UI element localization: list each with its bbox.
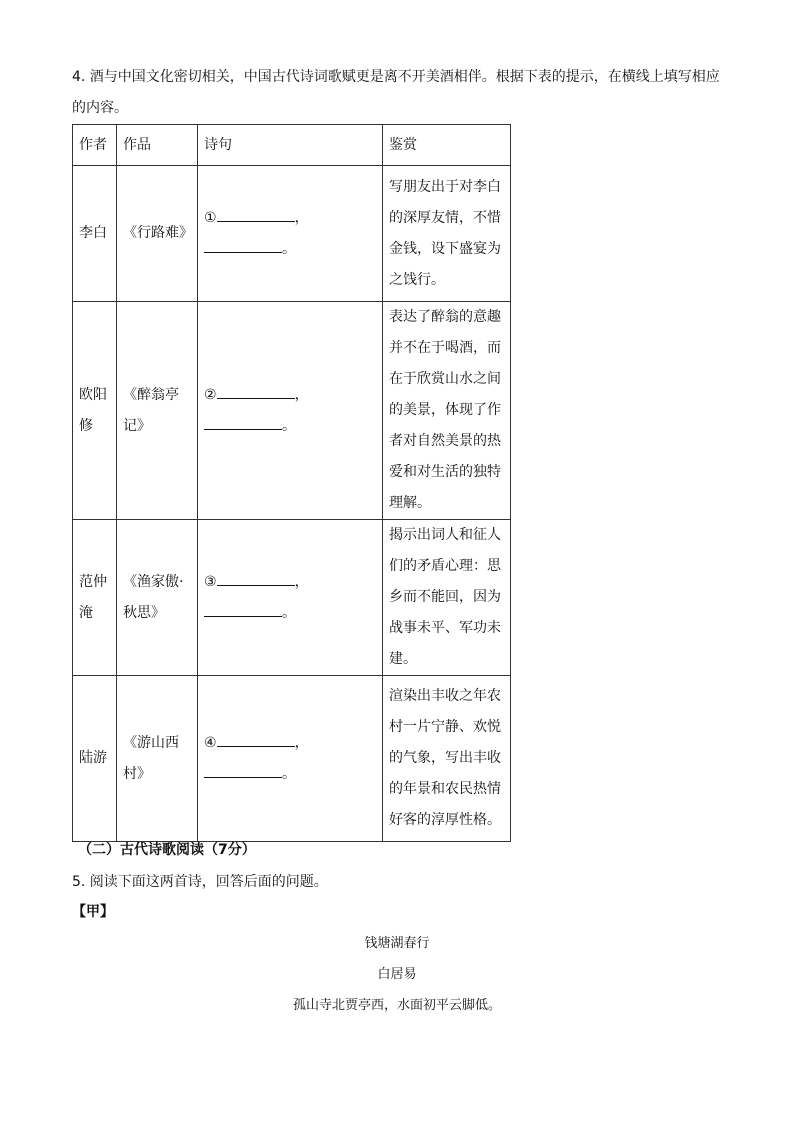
blank-marker: ① (204, 209, 217, 226)
work-cell: 《渔家傲·秋思》 (117, 520, 198, 676)
wine-poetry-table (72, 124, 511, 842)
work-cell: 《行路难》 (117, 166, 198, 302)
section-heading: （二）古代诗歌阅读（7分） (78, 842, 256, 858)
fill-blank-2[interactable] (204, 600, 282, 617)
appreciation-cell: 渲染出丰收之年农村一片宁静、欢悦的气象，写出丰收的年景和农民热情好客的淳厚性格。 (383, 676, 511, 842)
header-author: 作者 (73, 125, 117, 166)
period: 。 (282, 240, 296, 257)
table-header-row (73, 125, 511, 166)
comma: ， (294, 734, 309, 751)
poem-title: 钱塘湖春行 (364, 936, 430, 951)
fill-blank-1[interactable] (217, 730, 295, 747)
table-row (73, 520, 511, 676)
table-row (73, 166, 511, 302)
comma: ， (294, 573, 309, 590)
author-cell: 范仲淹 (73, 520, 117, 676)
appreciation-cell: 揭示出词人和征人们的矛盾心理：思乡而不能回，因为战事未平、军功未建。 (383, 520, 511, 676)
blank-marker: ② (204, 386, 217, 403)
period: 。 (282, 604, 296, 621)
question-5-prompt: 5. 阅读下面这两首诗，回答后面的问题。 (72, 874, 328, 890)
verse-cell (198, 166, 383, 302)
author-cell: 欧阳修 (73, 302, 117, 520)
table-row (73, 302, 511, 520)
header-work: 作品 (117, 125, 198, 166)
appreciation-cell: 表达了醉翁的意趣并不在于喝酒，而在于欣赏山水之间的美景，体现了作者对自然美景的热爱和对生活的独特理解。 (383, 302, 511, 520)
verse-cell (198, 676, 383, 842)
table-row (73, 676, 511, 842)
appreciation-cell: 写朋友出于对李白的深厚友情，不惜金钱，设下盛宴为之饯行。 (383, 166, 511, 302)
author-cell: 陆游 (73, 676, 117, 842)
period: 。 (282, 417, 296, 434)
fill-blank-1[interactable] (217, 205, 295, 222)
comma: ， (294, 386, 309, 403)
fill-blank-2[interactable] (204, 413, 282, 430)
verse-cell (198, 520, 383, 676)
header-verse: 诗句 (198, 125, 383, 166)
fill-blank-2[interactable] (204, 236, 282, 253)
poem-line: 孤山寺北贾亭西，水面初平云脚低。 (292, 998, 501, 1013)
poem-author: 白居易 (377, 967, 417, 982)
header-appreciation: 鉴赏 (383, 125, 511, 166)
question-4-prompt: 4. 酒与中国文化密切相关，中国古代诗词歌赋更是离不开美酒相伴。根据下表的提示，在横线上填写相应的内容。 (72, 69, 720, 116)
verse-cell (198, 302, 383, 520)
blank-marker: ④ (204, 734, 217, 751)
work-cell: 《游山西村》 (117, 676, 198, 842)
blank-marker: ③ (204, 573, 217, 590)
comma: ， (294, 209, 309, 226)
fill-blank-2[interactable] (204, 761, 282, 778)
fill-blank-1[interactable] (217, 569, 295, 586)
fill-blank-1[interactable] (217, 382, 295, 399)
work-cell: 《醉翁亭记》 (117, 302, 198, 520)
period: 。 (282, 765, 296, 782)
author-cell: 李白 (73, 166, 117, 302)
poem-label: 【甲】 (72, 904, 114, 920)
